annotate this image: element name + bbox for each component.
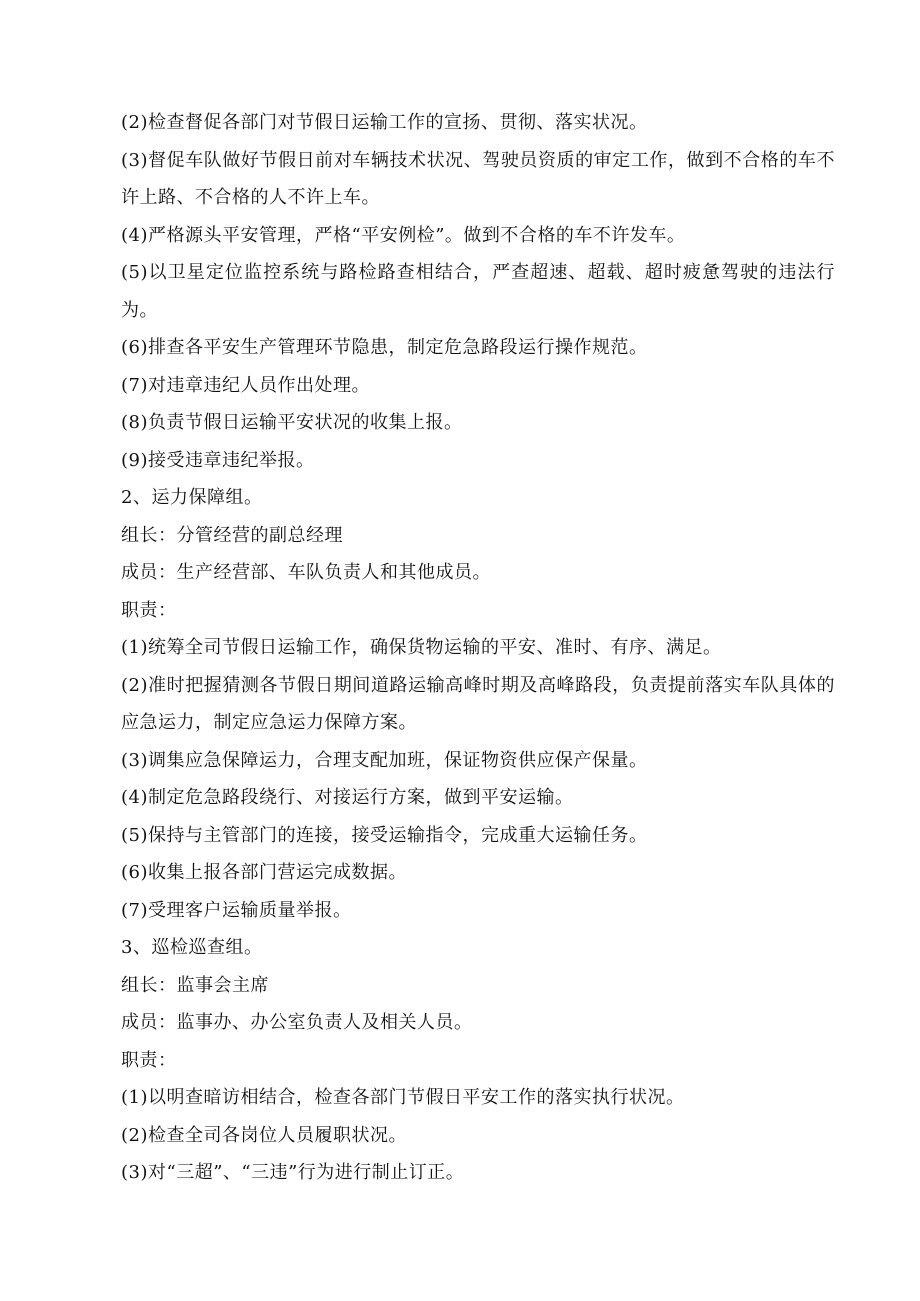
capacity-group-duties-label: 职责： bbox=[121, 599, 177, 621]
paragraph-inspection-duty-2: (2)检查全司各岗位人员履职状况。 bbox=[121, 1124, 407, 1146]
paragraph-inspection-duty-3: (3)对“三超”、“三违”行为进行制止订正。 bbox=[121, 1162, 465, 1183]
capacity-group-leader: 组长：分管经营的副总经理 bbox=[121, 524, 343, 546]
paragraph-inspection-duty-1: (1)以明查暗访相结合，检查各部门节假日平安工作的落实执行状况。 bbox=[121, 1087, 685, 1108]
section-heading-capacity-group: 2、运力保障组。 bbox=[121, 487, 263, 508]
paragraph-capacity-duty-5: (5)保持与主管部门的连接，接受运输指令，完成重大运输任务。 bbox=[121, 824, 648, 846]
paragraph-capacity-duty-7: (7)受理客户运输质量举报。 bbox=[121, 899, 352, 921]
inspection-group-leader: 组长：监事会主席 bbox=[121, 974, 269, 996]
paragraph-safety-duty-8: (8)负责节假日运输平安状况的收集上报。 bbox=[121, 412, 463, 433]
paragraph-capacity-duty-4: (4)制定危急路段绕行、对接运行方案，做到平安运输。 bbox=[121, 787, 574, 808]
inspection-group-members: 成员：监事办、办公室负责人及相关人员。 bbox=[121, 1012, 473, 1033]
paragraph-capacity-duty-3: (3)调集应急保障运力，合理支配加班，保证物资供应保产保量。 bbox=[121, 749, 648, 771]
document-body bbox=[85, 104, 835, 1192]
paragraph-safety-duty-4: (4)严格源头平安管理，严格“平安例检”。做到不合格的车不许发车。 bbox=[121, 224, 686, 246]
paragraph-safety-duty-9: (9)接受违章违纪举报。 bbox=[121, 449, 315, 471]
paragraph-capacity-duty-1: (1)统筹全司节假日运输工作，确保货物运输的平安、准时、有序、满足。 bbox=[121, 637, 722, 658]
section-heading-inspection-group: 3、巡检巡查组。 bbox=[121, 937, 263, 958]
paragraph-safety-duty-2: (2)检查督促各部门对节假日运输工作的宣扬、贯彻、落实状况。 bbox=[121, 112, 648, 133]
inspection-group-duties-label: 职责： bbox=[121, 1049, 177, 1071]
paragraph-safety-duty-6: (6)排查各平安生产管理环节隐患，制定危急路段运行操作规范。 bbox=[121, 337, 648, 358]
paragraph-capacity-duty-2: (2)准时把握猜测各节假日期间道路运输高峰时期及高峰路段，负责提前落实车队具体的应急运力，制定应急运力保障方案。 bbox=[121, 674, 835, 733]
paragraph-capacity-duty-6: (6)收集上报各部门营运完成数据。 bbox=[121, 862, 407, 883]
paragraph-safety-duty-5: (5)以卫星定位监控系统与路检路查相结合，严查超速、超载、超时疲惫驾驶的违法行为。 bbox=[121, 262, 835, 321]
paragraph-safety-duty-7: (7)对违章违纪人员作出处理。 bbox=[121, 374, 370, 396]
capacity-group-members: 成员：生产经营部、车队负责人和其他成员。 bbox=[121, 562, 491, 583]
paragraph-safety-duty-3: (3)督促车队做好节假日前对车辆技术状况、驾驶员资质的审定工作，做到不合格的车不许上路、不合格的人不许上车。 bbox=[121, 149, 835, 208]
